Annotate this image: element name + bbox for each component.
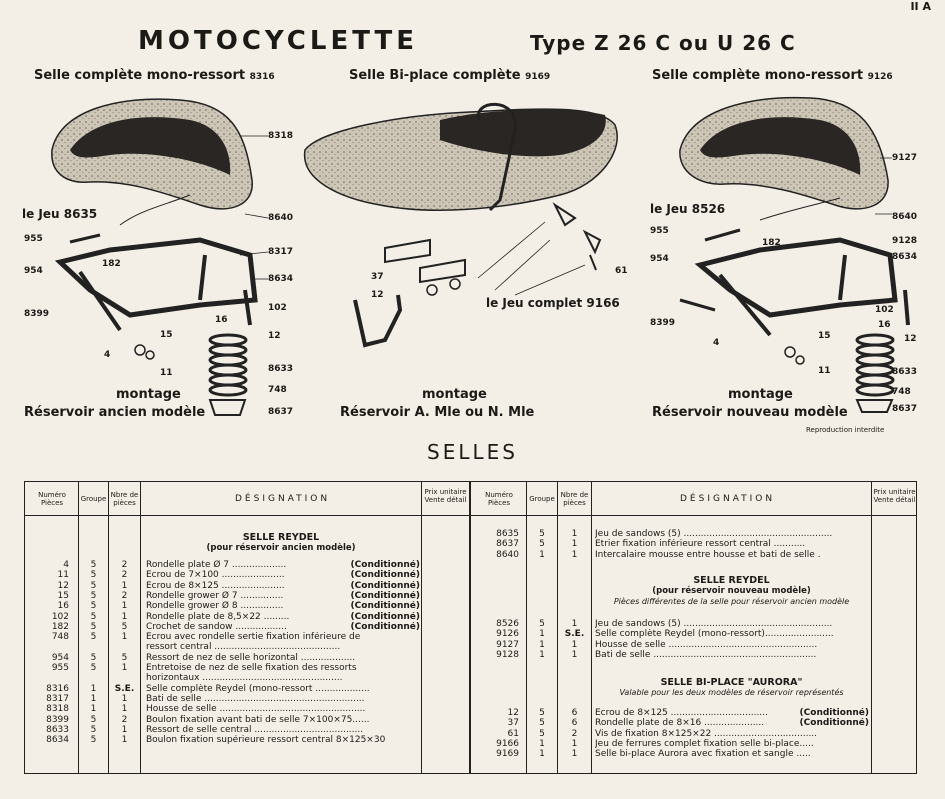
left-row-12-designation: Selle complète Reydel (mono-ressort ................... (146, 683, 370, 694)
montage-center-bottom: Réservoir A. Mle ou N. Mle (340, 405, 535, 420)
left-row-0-groupe: 5 (90, 560, 97, 570)
callout-37: 37 (371, 272, 384, 282)
right-mid-row-2-nbre: 1 (571, 639, 578, 650)
right-mid-row-3-designation: Bati de selle ......................................................... (595, 649, 817, 660)
header-designation: DÉSIGNATION (235, 494, 331, 504)
montage-center-top: montage (422, 387, 487, 402)
header-prix-right: Prix unitaire Vente détail (873, 488, 916, 504)
right-bot-row-1-nbre: 6 (571, 718, 578, 729)
right-bot-row-2-nbre: 2 (571, 728, 578, 739)
right-mid-row-1-designation: Selle complète Reydel (mono-ressort)........................ (595, 629, 834, 640)
right-top-row-2-nbre: 1 (571, 549, 578, 560)
right-bot-row-4-groupe: 1 (539, 749, 545, 760)
right-top-row-1-nbre: 1 (571, 539, 578, 550)
right-top-row-1-num: 8637 (496, 539, 519, 550)
left-row-10-nbre: 1 (121, 663, 128, 673)
left-row-16-designation: Ressort de selle central ...................................... (146, 724, 364, 735)
callout-102-right: 102 (875, 305, 894, 315)
left-row-5-designation: Rondelle plate de 8,5×22 ......... (Conditionné) (146, 611, 420, 622)
left-row-5-num: 102 (51, 611, 69, 622)
right-mid-row-2-groupe: 1 (539, 639, 545, 650)
left-row-0-nbre: 2 (121, 560, 128, 570)
callout-15: 15 (160, 330, 173, 340)
left-row-2-num: 12 (57, 580, 69, 591)
left-saddle-drawing (52, 99, 255, 415)
right-bot-row-3-num: 9166 (496, 738, 519, 749)
left-row-15-num: 8399 (46, 714, 69, 725)
right-bot-row-0-num: 12 (507, 708, 519, 718)
left-row-10-num: 955 (51, 663, 69, 673)
left-row-0-num: 4 (63, 560, 69, 570)
callout-15-right: 15 (818, 331, 831, 341)
callout-182: 182 (102, 259, 121, 269)
right-bot-row-0-designation: Ecrou de 8×125 .................................. (Conditionné) (595, 708, 869, 718)
callout-jeu-8635: le Jeu 8635 (22, 207, 98, 221)
right-section3-title: SELLE BI-PLACE "AURORA" (660, 677, 803, 688)
right-mid-row-1-nbre: S.E. (564, 629, 585, 640)
callout-955-right: 955 (650, 226, 669, 236)
left-row-9-nbre: 5 (121, 652, 128, 663)
callout-102: 102 (268, 303, 287, 313)
header-nbre-right: Nbre de pièces (560, 491, 589, 507)
callout-8399-right: 8399 (650, 318, 676, 328)
callout-jeu-8526: le Jeu 8526 (650, 202, 726, 216)
right-top-row-2-designation: Intercalaire mousse entre housse et bati de selle . (595, 549, 821, 560)
callout-12-center: 12 (371, 290, 384, 300)
right-mid-row-3-num: 9128 (496, 649, 519, 660)
callout-8640-right: 8640 (892, 212, 918, 222)
callout-16-right: 16 (878, 320, 891, 330)
left-row-6-nbre: 5 (121, 621, 128, 632)
left-row-3-groupe: 5 (90, 590, 97, 601)
header-groupe-right: Groupe (529, 495, 555, 503)
left-row-7-nbre: 1 (121, 632, 128, 643)
right-bot-row-4-designation: Selle bi-place Aurora avec fixation et sangle ..... (595, 749, 811, 760)
left-row-4-groupe: 5 (90, 601, 97, 612)
header-numero: Numéro Pièces (38, 491, 66, 507)
right-bot-row-1-num: 37 (507, 718, 519, 729)
header-nbre: Nbre de pièces (110, 491, 139, 507)
page-title: MOTOCYCLETTE (138, 26, 419, 56)
header-numero-right: Numéro Pièces (485, 491, 513, 507)
callout-8633-right: 8633 (892, 367, 918, 377)
right-bot-row-4-nbre: 1 (571, 749, 578, 760)
left-row-6-num: 182 (51, 621, 69, 632)
left-row-5-nbre: 1 (121, 611, 128, 622)
right-bot-row-1-groupe: 5 (539, 718, 545, 729)
left-row-12-nbre: S.E. (114, 683, 135, 694)
left-row-14-groupe: 1 (90, 704, 97, 715)
callout-8634: 8634 (268, 274, 294, 284)
right-section2-title: SELLE REYDEL (693, 575, 770, 586)
callout-8637: 8637 (268, 407, 294, 417)
callout-954: 954 (24, 266, 43, 276)
left-row-13-groupe: 1 (90, 693, 97, 704)
right-mid-row-0-groupe: 5 (539, 619, 545, 629)
left-row-13-designation: Bati de selle ........................................................ (146, 693, 365, 704)
montage-right-top: montage (728, 387, 793, 402)
right-section3-note: Valable pour les deux modèles de réservoir représentés (619, 688, 844, 697)
left-row-15-designation: Boulon fixation avant bati de selle 7×100×75...... (146, 714, 370, 725)
left-row-3-num: 15 (57, 590, 69, 601)
callout-12-right: 12 (904, 334, 917, 344)
right-bot-row-0-groupe: 5 (539, 708, 545, 718)
callout-61: 61 (615, 266, 628, 276)
left-row-9-num: 954 (51, 652, 69, 663)
left-row-7-groupe: 5 (90, 632, 97, 643)
left-row-16-groupe: 5 (90, 724, 97, 735)
page-subtitle: Type Z 26 C ou U 26 C (530, 31, 796, 55)
right-saddle-drawing (680, 98, 908, 412)
left-row-1-groupe: 5 (90, 570, 97, 581)
right-top-row-1-groupe: 5 (539, 539, 545, 550)
left-row-0-designation: Rondelle plate Ø 7 ................... (Conditionné) (146, 560, 420, 570)
left-row-7-designation: Ecrou avec rondelle sertie fixation inférieure de (146, 632, 361, 643)
caption-right: Selle complète mono-ressort 9126 (652, 68, 893, 83)
parts-table (24, 481, 917, 774)
right-bot-row-1-designation: Rondelle plate de 8×16 ..................... (Conditionné) (595, 718, 869, 729)
callout-8318: 8318 (268, 131, 294, 141)
right-bot-row-2-groupe: 5 (539, 728, 545, 739)
section-title: SELLES (427, 440, 518, 464)
page-number: II A (910, 0, 931, 13)
header-designation-right: DÉSIGNATION (680, 494, 776, 504)
left-row-13-num: 8317 (46, 693, 69, 704)
right-top-row-0-nbre: 1 (571, 529, 578, 539)
left-row-6-designation: Crochet de sandow .................. (Conditionné) (146, 621, 420, 632)
callout-8317: 8317 (268, 247, 294, 257)
left-row-8-designation: ressort central ............................................ (146, 642, 341, 653)
callout-182-right: 182 (762, 238, 781, 248)
left-row-2-groupe: 5 (90, 580, 97, 591)
right-mid-row-2-num: 9127 (496, 639, 519, 650)
left-row-15-nbre: 2 (121, 714, 128, 725)
right-bot-row-4-num: 9169 (496, 749, 519, 760)
left-row-9-groupe: 5 (90, 652, 97, 663)
right-top-row-1-designation: Etrier fixation inférieure ressort central ........... (595, 539, 806, 550)
left-row-1-designation: Ecrou de 7×100 ...................... (Conditionné) (146, 570, 420, 581)
callout-11: 11 (160, 368, 173, 378)
left-section-subtitle: (pour réservoir ancien modèle) (206, 543, 356, 553)
callout-748: 748 (268, 385, 287, 395)
left-row-5-groupe: 5 (90, 611, 97, 622)
left-row-14-num: 8318 (46, 704, 69, 715)
left-row-4-num: 16 (57, 601, 69, 612)
left-row-17-groupe: 5 (90, 735, 97, 746)
right-top-row-0-designation: Jeu de sandows (5) .................................................... (595, 529, 833, 539)
right-top-row-0-groupe: 5 (539, 529, 545, 539)
callout-8637-right: 8637 (892, 404, 918, 414)
callout-955: 955 (24, 234, 43, 244)
left-row-3-nbre: 2 (121, 590, 128, 601)
left-row-10-groupe: 5 (90, 663, 97, 673)
caption-left: Selle complète mono-ressort 8316 (34, 68, 275, 83)
left-row-16-num: 8633 (46, 724, 69, 735)
left-row-1-num: 11 (57, 570, 69, 581)
right-mid-row-0-num: 8526 (496, 619, 519, 629)
callout-9127: 9127 (892, 153, 918, 163)
callout-9128: 9128 (892, 236, 918, 246)
right-bot-row-2-num: 61 (507, 728, 519, 739)
right-top-row-2-num: 8640 (496, 549, 519, 560)
callout-12: 12 (268, 331, 281, 341)
left-row-2-designation: Ecrou de 8×125 ...................... (Conditionné) (146, 580, 420, 591)
callout-jeu-complet-9166: le Jeu complet 9166 (486, 296, 620, 310)
left-row-14-designation: Housse de selle ................................................... (146, 704, 366, 715)
callout-8640: 8640 (268, 213, 294, 223)
left-row-12-num: 8316 (46, 683, 69, 694)
callout-11-right: 11 (818, 366, 831, 376)
left-row-6-groupe: 5 (90, 621, 97, 632)
left-row-11-designation: horizontaux ................................................. (146, 673, 343, 684)
right-section2-subtitle: (pour réservoir nouveau modèle) (652, 586, 811, 596)
montage-left-bottom: Réservoir ancien modèle (24, 405, 206, 420)
left-row-16-nbre: 1 (121, 724, 128, 735)
left-row-12-groupe: 1 (90, 683, 97, 694)
callout-954-right: 954 (650, 254, 669, 264)
left-row-14-nbre: 1 (121, 704, 128, 715)
left-row-13-nbre: 1 (121, 693, 128, 704)
left-section-title: SELLE REYDEL (242, 532, 320, 543)
callout-16: 16 (215, 315, 228, 325)
callout-8399: 8399 (24, 309, 50, 319)
right-bot-row-2-designation: Vis de fixation 8×125×22 .................................... (595, 728, 818, 739)
left-row-7-num: 748 (51, 632, 69, 643)
left-row-9-designation: Ressort de nez de selle horizontal ................... (146, 652, 356, 663)
reproduction-note: Reproduction interdite (806, 426, 885, 434)
header-prix: Prix unitaire Vente détail (424, 488, 467, 504)
montage-right-bottom: Réservoir nouveau modèle (652, 405, 848, 420)
header-groupe: Groupe (80, 495, 107, 503)
right-bot-row-0-nbre: 6 (571, 708, 578, 718)
right-mid-row-3-nbre: 1 (571, 649, 578, 660)
montage-left-top: montage (116, 387, 181, 402)
right-mid-row-1-groupe: 1 (539, 629, 545, 640)
left-row-4-nbre: 1 (121, 601, 128, 612)
left-row-17-num: 8634 (46, 735, 69, 746)
right-bot-row-3-nbre: 1 (571, 738, 578, 749)
callout-8634-right: 8634 (892, 252, 918, 262)
right-section2-note: Pièces différentes de la selle pour réservoir ancien modèle (613, 597, 850, 606)
left-row-17-designation: Boulon fixation supérieure ressort central 8×125×30 (146, 735, 386, 746)
right-mid-row-0-designation: Jeu de sandows (5) .................................................... (595, 619, 833, 629)
callout-8633: 8633 (268, 364, 294, 374)
right-top-row-2-groupe: 1 (539, 549, 545, 560)
callout-4: 4 (104, 350, 111, 360)
right-bot-row-3-groupe: 1 (539, 738, 545, 749)
left-row-17-nbre: 1 (121, 735, 128, 746)
right-top-row-0-num: 8635 (496, 529, 519, 539)
right-mid-row-1-num: 9126 (496, 629, 519, 640)
right-mid-row-2-designation: Housse de selle .................................................... (595, 639, 818, 650)
callout-748-right: 748 (892, 387, 911, 397)
right-bot-row-3-designation: Jeu de ferrures complet fixation selle bi-place..... (595, 738, 814, 749)
left-row-2-nbre: 1 (121, 580, 128, 591)
right-mid-row-3-groupe: 1 (539, 649, 545, 660)
caption-center: Selle Bi-place complète 9169 (349, 68, 551, 83)
callout-4-right: 4 (713, 338, 720, 348)
left-row-10-designation: Entretoise de nez de selle fixation des ressorts (146, 663, 357, 673)
left-row-3-designation: Rondelle grower Ø 7 ............... (Conditionné) (146, 590, 420, 601)
left-row-4-designation: Rondelle grower Ø 8 ............... (Conditionné) (146, 601, 420, 612)
right-mid-row-0-nbre: 1 (571, 619, 578, 629)
left-row-15-groupe: 5 (90, 714, 97, 725)
left-row-1-nbre: 2 (121, 570, 128, 581)
